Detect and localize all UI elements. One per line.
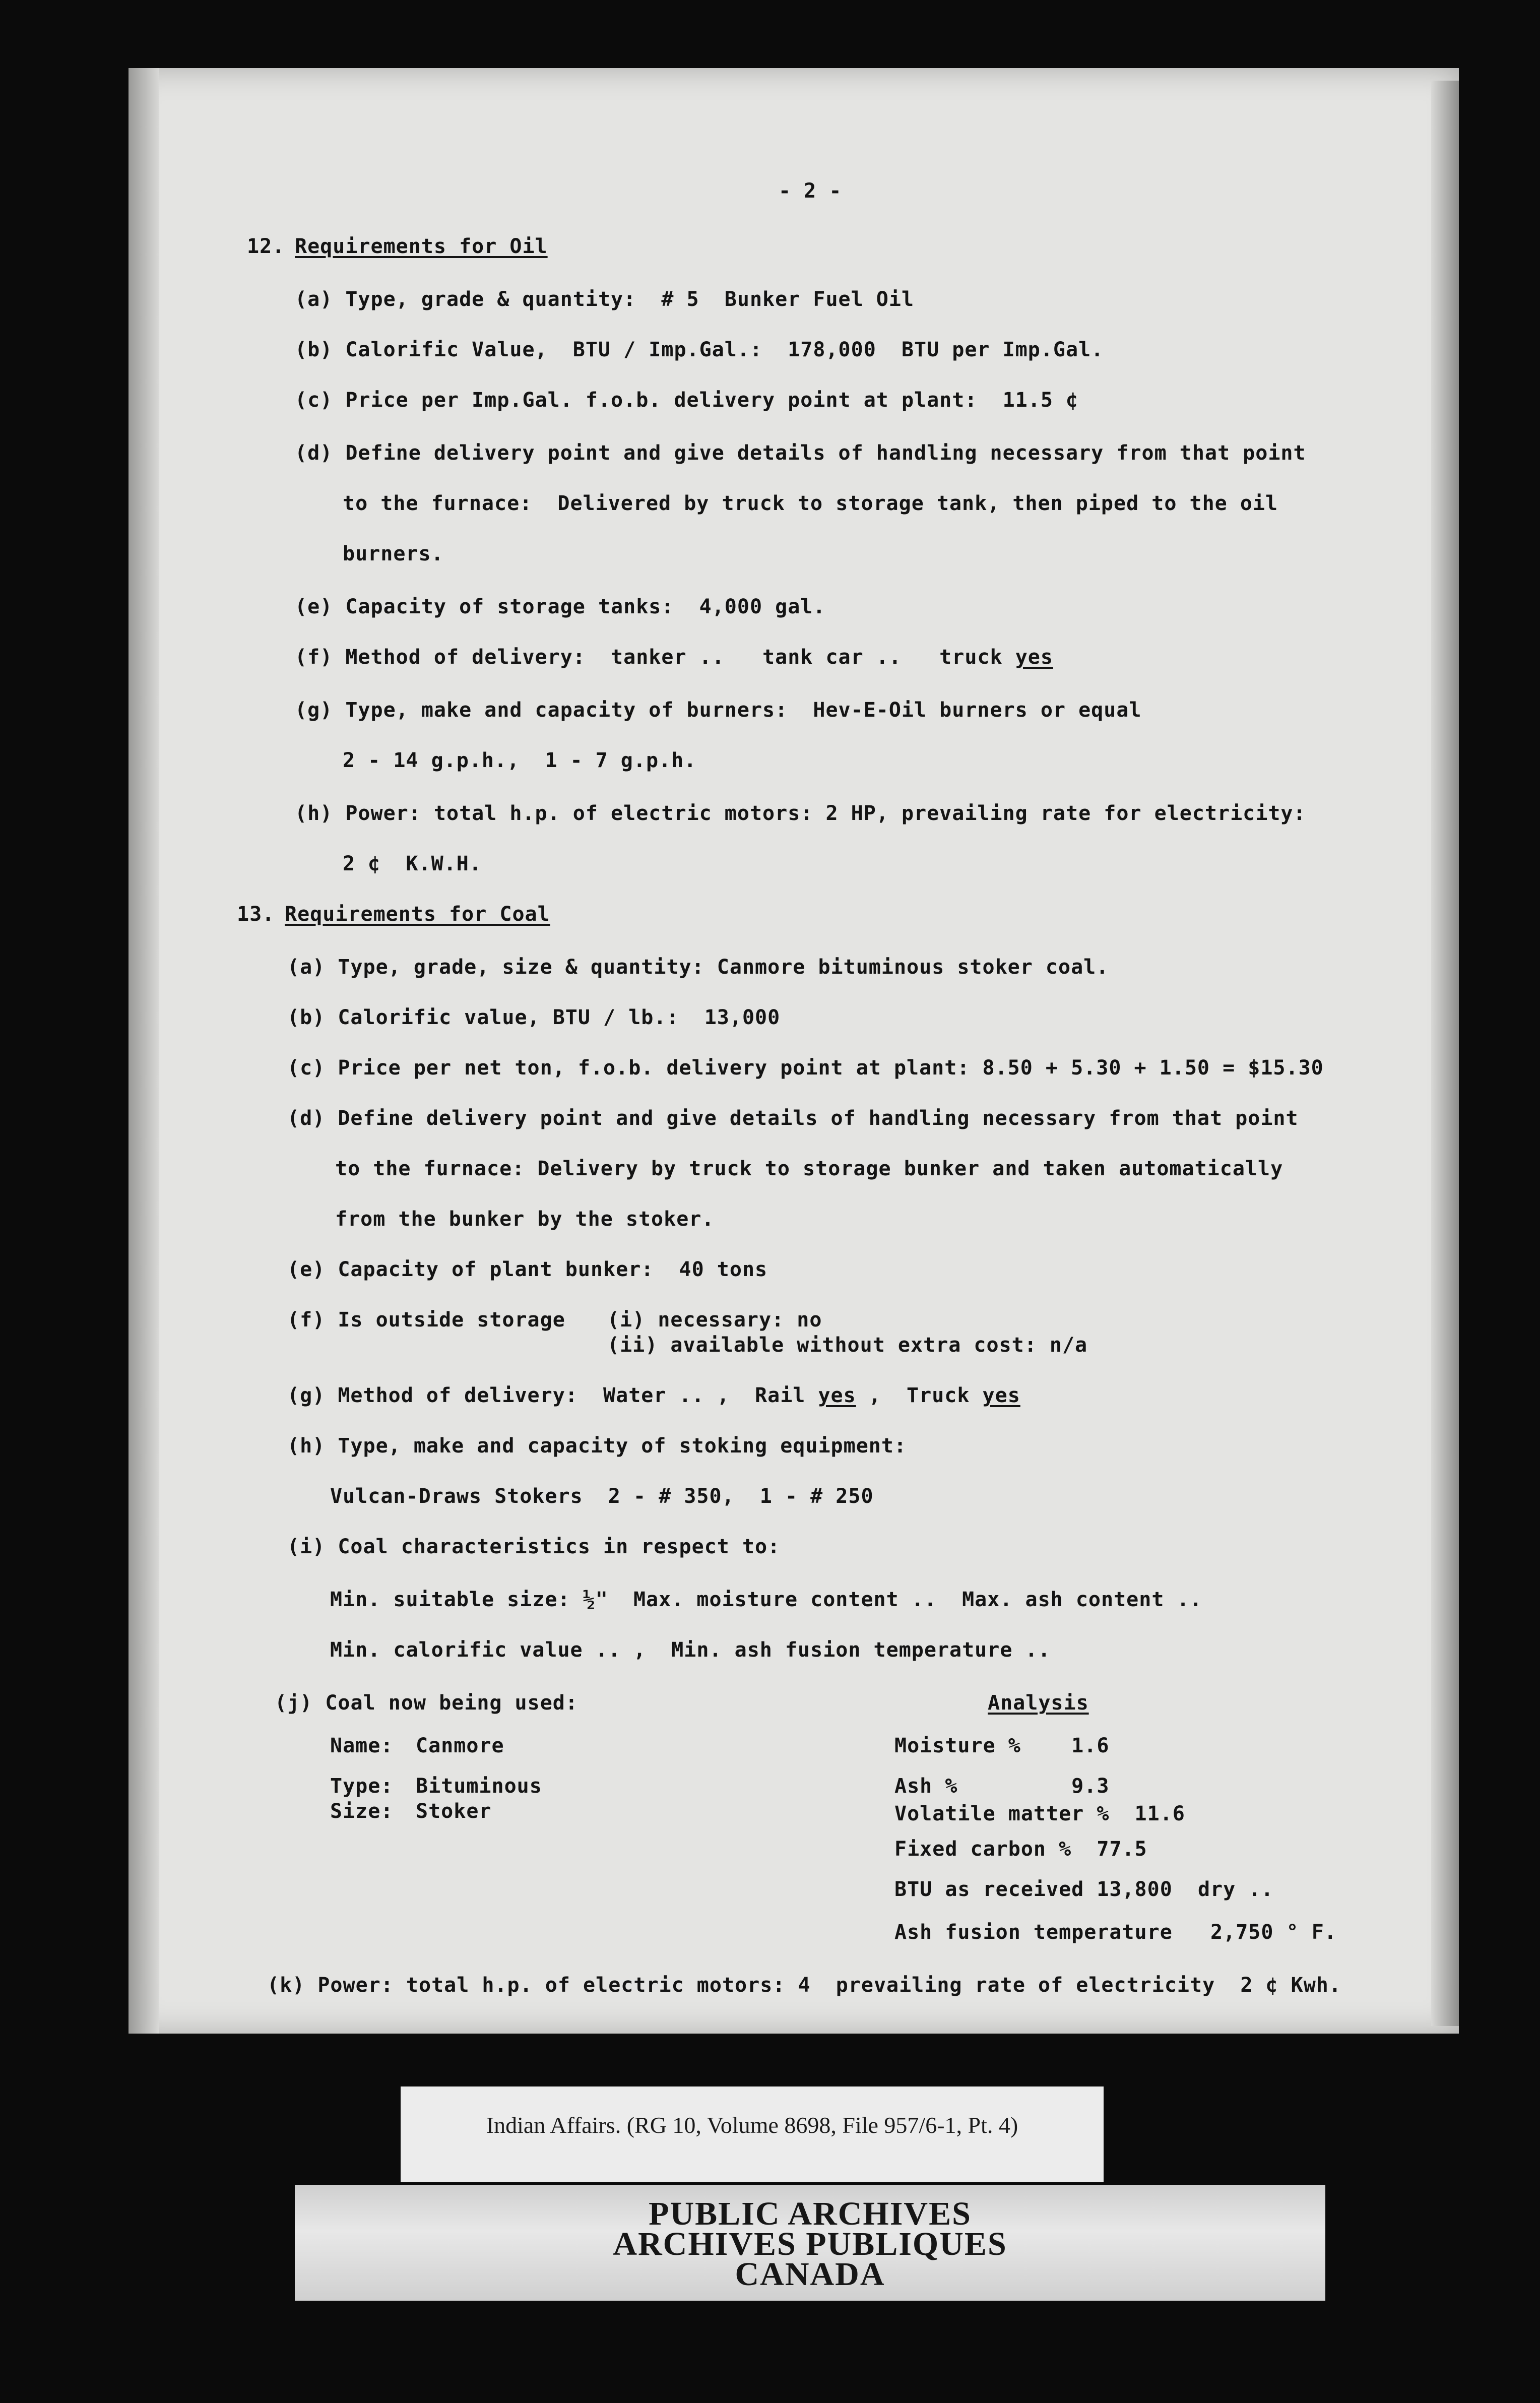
- coal-type-value: Bituminous: [416, 1775, 542, 1798]
- oil-d-line3: burners.: [343, 542, 444, 565]
- coal-g: [287, 1383, 1020, 1408]
- coal-f-label: (f) Is outside storage: [287, 1308, 565, 1332]
- coal-name-label: Name:: [330, 1734, 394, 1757]
- oil-h-line1: (h) Power: total h.p. of electric motors: 2 HP, prevailing rate for electricity:: [295, 802, 1306, 825]
- coal-g-label: (g) Method of delivery: Water .. , Rail: [287, 1384, 818, 1407]
- coal-g-truck-value: yes: [982, 1384, 1020, 1407]
- oil-g-line1: (g) Type, make and capacity of burners: Hev-E-Oil burners or equal: [295, 699, 1142, 722]
- coal-e: (e) Capacity of plant bunker: 40 tons: [287, 1258, 768, 1281]
- page-left-edge: [129, 68, 159, 2034]
- analysis-ash-fusion: Ash fusion temperature 2,750 ° F.: [894, 1921, 1337, 1944]
- coal-size-value: Stoker: [416, 1800, 492, 1823]
- stamp-line-3: CANADA: [735, 2256, 885, 2293]
- coal-d-line1: (d) Define delivery point and give details of handling necessary from that point: [287, 1107, 1299, 1130]
- coal-h-line2: Vulcan-Draws Stokers 2 - # 350, 1 - # 250: [330, 1485, 874, 1508]
- analysis-heading: Analysis: [988, 1691, 1089, 1715]
- section-13-heading: Requirements for Coal: [285, 903, 550, 926]
- coal-c: (c) Price per net ton, f.o.b. delivery point at plant: 8.50 + 5.30 + 1.50 = $15.30: [287, 1056, 1324, 1080]
- oil-e: (e) Capacity of storage tanks: 4,000 gal.: [295, 595, 826, 618]
- stamp-line-2: ARCHIVES PUBLIQUES: [613, 2226, 1007, 2262]
- coal-i-line2: Min. suitable size: ½" Max. moisture content .. Max. ash content ..: [330, 1588, 1202, 1611]
- oil-f-truck-value: yes: [1015, 646, 1053, 669]
- archive-reference: Indian Affairs. (RG 10, Volume 8698, File 957/6-1, Pt. 4): [486, 2112, 1018, 2138]
- coal-g-rail-value: yes: [818, 1384, 856, 1407]
- coal-name-value: Canmore: [416, 1734, 504, 1757]
- stamp-line-1: PUBLIC ARCHIVES: [649, 2195, 972, 2232]
- analysis-fixed-carbon: Fixed carbon % 77.5: [894, 1838, 1147, 1861]
- oil-h-line2: 2 ¢ K.W.H.: [343, 852, 482, 875]
- coal-a: (a) Type, grade, size & quantity: Canmore bituminous stoker coal.: [287, 956, 1109, 979]
- page-right-edge: [1431, 81, 1459, 2026]
- oil-c: (c) Price per Imp.Gal. f.o.b. delivery point at plant: 11.5 ¢: [295, 389, 1079, 412]
- oil-f-label: (f) Method of delivery: tanker .. tank car .. truck: [295, 646, 1015, 669]
- oil-b: (b) Calorific Value, BTU / Imp.Gal.: 178,000 BTU per Imp.Gal.: [295, 338, 1104, 361]
- coal-size-label: Size:: [330, 1800, 394, 1823]
- analysis-moisture: Moisture % 1.6: [894, 1734, 1110, 1757]
- coal-i-line3: Min. calorific value .. , Min. ash fusion temperature ..: [330, 1638, 1051, 1662]
- coal-i-line1: (i) Coal characteristics in respect to:: [287, 1535, 781, 1558]
- oil-d-line1: (d) Define delivery point and give details of handling necessary from that point: [295, 441, 1306, 465]
- coal-d-line2: to the furnace: Delivery by truck to storage bunker and taken automatically: [335, 1157, 1284, 1180]
- section-12-number: 12.: [247, 235, 285, 258]
- coal-d-line3: from the bunker by the stoker.: [335, 1208, 715, 1231]
- coal-type-label: Type:: [330, 1775, 394, 1798]
- coal-g-mid: , Truck: [856, 1384, 983, 1407]
- coal-j-label: (j) Coal now being used:: [275, 1691, 578, 1715]
- section-13-number: 13.: [237, 903, 275, 926]
- analysis-btu: BTU as received 13,800 dry ..: [894, 1878, 1274, 1901]
- oil-f: [295, 645, 1053, 669]
- oil-a: (a) Type, grade & quantity: # 5 Bunker Fuel Oil: [295, 288, 915, 311]
- section-12-heading: Requirements for Oil: [295, 235, 548, 258]
- coal-k: (k) Power: total h.p. of electric motors: 4 prevailing rate of electricity 2 ¢ Kwh.: [267, 1974, 1341, 1997]
- oil-d-line2: to the furnace: Delivered by truck to storage tank, then piped to the oil: [343, 492, 1278, 515]
- coal-f-ii: (ii) available without extra cost: n/a: [607, 1334, 1088, 1357]
- analysis-ash: Ash % 9.3: [894, 1775, 1110, 1798]
- coal-b: (b) Calorific value, BTU / lb.: 13,000: [287, 1006, 781, 1029]
- coal-h-line1: (h) Type, make and capacity of stoking equipment:: [287, 1434, 907, 1458]
- oil-g-line2: 2 - 14 g.p.h., 1 - 7 g.p.h.: [343, 749, 697, 772]
- document-page: [129, 68, 1459, 2034]
- coal-f-i: (i) necessary: no: [607, 1308, 822, 1332]
- analysis-volatile: Volatile matter % 11.6: [894, 1802, 1185, 1825]
- page-number: - 2 -: [779, 179, 842, 203]
